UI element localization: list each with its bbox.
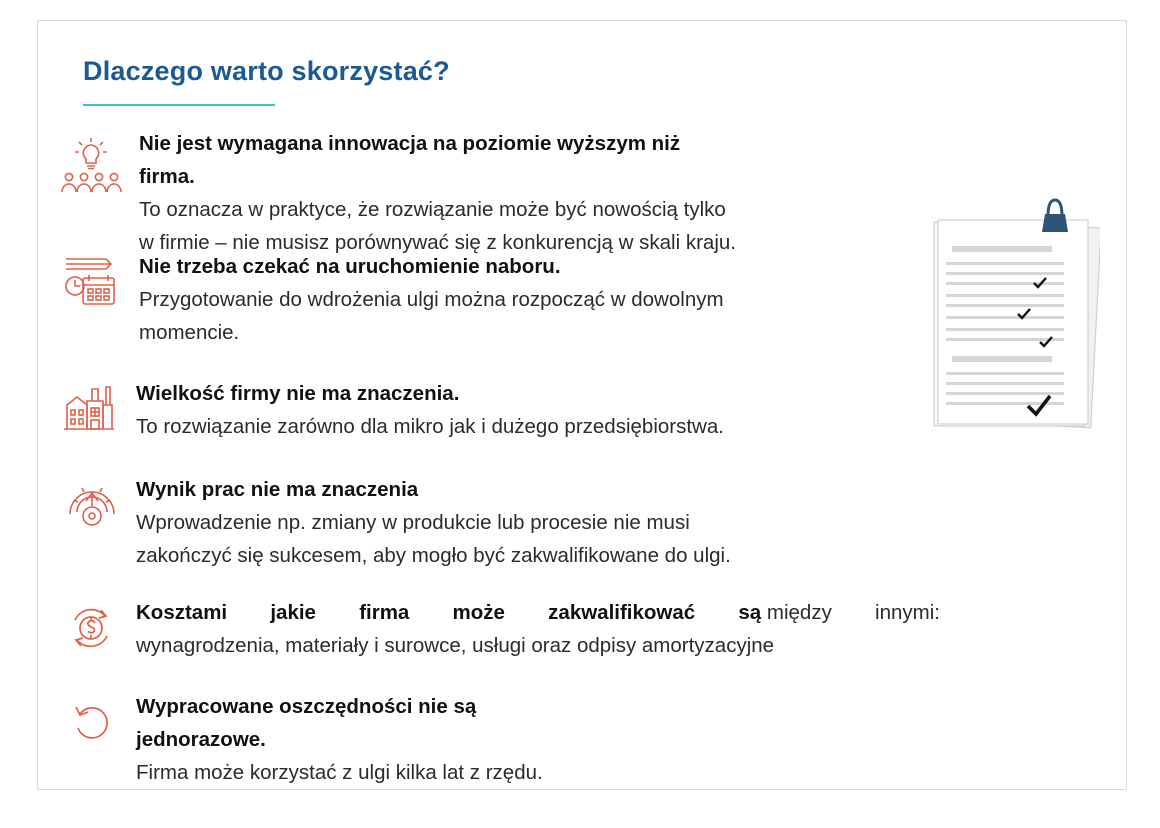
gauge-icon [66,478,118,530]
clipboard-checklist-icon [924,196,1100,441]
benefit-text: wynagrodzenia, materiały i surowce, usługi oraz odpisy amortyzacyjne [136,634,775,657]
benefit-heading: Nie trzeba czekać na uruchomienie naboru. [139,255,561,278]
title-underline [83,104,275,106]
benefit-text: Firma może korzystać z ulgi kilka lat z rzędu. [136,761,543,784]
benefit-text: Wprowadzenie np. zmiany w produkcie lub procesie nie musi [136,511,690,534]
benefit-heading-word: może [452,601,505,624]
benefit-heading: Wielkość firmy nie ma znaczenia. [136,382,460,405]
benefit-heading: Nie jest wymagana innowacja na poziomie wyższym niż firma. [139,132,681,188]
benefit-text: w firmie – nie musisz porównywać się z konkurencją w skali kraju. [139,231,736,254]
benefit-heading-word: Kosztami [136,601,228,624]
benefit-heading: Wynik prac nie ma znaczenia [136,478,419,501]
factory-icon [62,383,116,433]
calendar-clock-icon [63,256,117,308]
benefit-text: To oznacza w praktyce, że rozwiązanie może być nowością tylko [139,198,726,221]
benefit-heading-word: są [738,601,762,624]
benefit-text: momencie. [139,321,240,344]
benefit-heading-word: zakwalifikować [548,601,696,624]
refresh-arrow-icon [72,702,112,744]
page-title: Dlaczego warto skorzystać? [83,56,450,86]
benefit-text: To rozwiązanie zarówno dla mikro jak i dużego przedsiębiorstwa. [136,415,724,438]
benefit-heading-word: jakie [270,601,316,624]
lightbulb-people-icon [60,134,122,196]
benefit-heading: Wypracowane oszczędności nie są jednorazowe. [136,695,477,751]
benefit-text: zakończyć się sukcesem, aby mogło być zakwalifikowane do ulgi. [136,544,731,567]
benefit-text-word: między [766,601,832,624]
dollar-cycle-icon [67,604,115,652]
benefit-text-word: innymi: [875,601,940,624]
benefit-heading-word: firma [359,601,410,624]
benefit-text: Przygotowanie do wdrożenia ulgi można rozpocząć w dowolnym [139,288,724,311]
